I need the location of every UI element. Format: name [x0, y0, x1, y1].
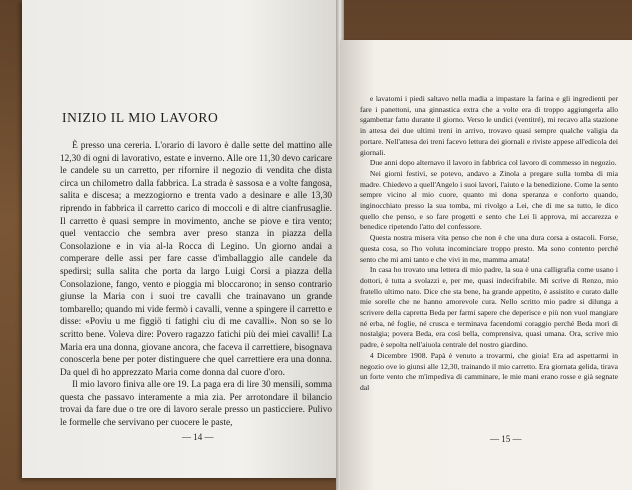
- page-number-right: — 15 —: [490, 434, 522, 444]
- paragraph: È presso una cereria. L'orario di lavoro è dalle sette del mattino alle 12,30 di ogni di lavorativo, estate e inverno. Alle ore 11,30 devo caricare le candele su un carretto, per rifornire il negozio di vendita che dista circa un chilometro dalla fabbrica. La strada è sassosa e a volte fangosa, salita e discesa; a mezzogiorno e trenta vado a desinare e alle 13,30 riprendo in fabbrica il carretto carico di moccoli e di altre cianfrusaglie. Il carretto è quasi sempre in movimento, anche se piove e tira vento; quel ventaccio che sembra aver preso stanza in piazza della Consolazione e in via al-la Rocca di Legino. Un giorno andai a comperare delle assi per fare casse d'imballaggio alle candele da spedirsi; sulla salita che porta da largo Luigi Corsi a piazza della Consolazione, fango, vento e pioggia mi bloccarono; in senso contrario giunse la Maria con i suoi tre cavalli che trainavano un grande tombarello; quando mi vide fermò i cavalli, venne a spingere il carretto e disse: «Povìu u me figgiö ti fatighi cìu di me cavalli». Non so se lo scritto bene. Voleva dire: Povero ragazzo fatichi più dei miei cavalli! La Maria era una donna, giovane ancora, che faceva il carrettiere, bisognava conoscerla bene per poter distinguere che quel carrettiere era una donna. Da quel dì ho apprezzato Maria come donna dal cuore d'oro.: [60, 141, 332, 378]
- right-page: [340, 40, 632, 490]
- paragraph: 4 Dicembre 1908. Papà è venuto a trovarmi, che gioia! Era ad aspettarmi in negozio ove io giunsi alle 12,30, trainando il mio carretto. Era giornata gelida, tirava un forte vento che m'impediva di camminare, le mie mani erano rosse e già segnate dal: [360, 350, 618, 392]
- left-page: [22, 0, 340, 478]
- page-number-left: — 14 —: [182, 432, 214, 442]
- paragraph: e lavatomi i piedi saltavo nella madia a impastare la farina e gli ingredienti per fare i panettoni, una ginnastica extra che a volte era di troppo aggiungerla allo sgambettar fatto durante il giorno. Verso le undici (ventitré), mi recavo alla stazione in attesa dei due ultimi treni in arrivo, trovavo quasi sempre qualche valigia da portare. Nell'attesa dei treni facevo lettura dei giornali e riviste appese all'edicola dei giornali.: [360, 94, 618, 157]
- chapter-heading: INIZIO IL MIO LAVORO: [62, 110, 219, 125]
- paragraph: Due anni dopo alternavo il lavoro in fabbrica col lavoro di commesso in negozio.: [369, 158, 617, 168]
- paragraph: Nei giorni festivi, se potevo, andavo a Zinola a pregare sulla tomba di mia madre. Chiedevo a quell'Angelo i suoi lavori, l'aiuto e la benedizione. Come la sento sempre vicino al mio cuore, quanto mi dona speranza e conforto quando, inginocchiato presso la sua tomba, mi rivolgo a Lei, che di me sa tutto, le dico quello che penso, e so fare progetti e sento che Lei li approva, mi accarezza e benedice ripetendo l'atto del confessore.: [360, 168, 618, 232]
- paragraph: In casa ho trovato una lettera di mio padre, la sua è una calligrafia come usano i dottori, è tutta a svolazzi e, per me, quasi indecifrabile. Mi scrive di Renzo, mio fratello ultimo nato. Dice che sta bene, ha grande appetito, è assistito e curato dalle mie sorelle che ne hanno amorevole cura. Nello scritto mio padre si dilunga a scrivere della capretta Beda per farmi sapere che deperisce e più non vuol mangiare né erba, né foglie, né crusca e terminava facendomi coraggio perché Beda morì di nostalgia; povera Beda, era così bella, comprensiva, quasi umana. Ora, scrive mio padre, è sepolta nell'aiuola centrale del nostro giardino.: [360, 265, 618, 350]
- left-page-body: [60, 140, 332, 430]
- right-page-body: [360, 94, 618, 394]
- paragraph: Il mio lavoro finiva alle ore 19. La paga era di lire 30 mensili, somma questa che passavo interamente a mia zia. Per arrotondare il bilancio trovai da fare due o tre ore di lavoro serale presso un pasticciere. Pulivo le formelle che servivano per cuocere le paste,: [60, 380, 332, 429]
- paragraph: Questa nostra misera vita penso che non è che una dura corsa a ostacoli. Forse, questa cosa, so l'ho voluta incominciare troppo presto. Ma sono contento perché sento che mi ami tanto e che vivi in me, mamma amata!: [360, 233, 618, 264]
